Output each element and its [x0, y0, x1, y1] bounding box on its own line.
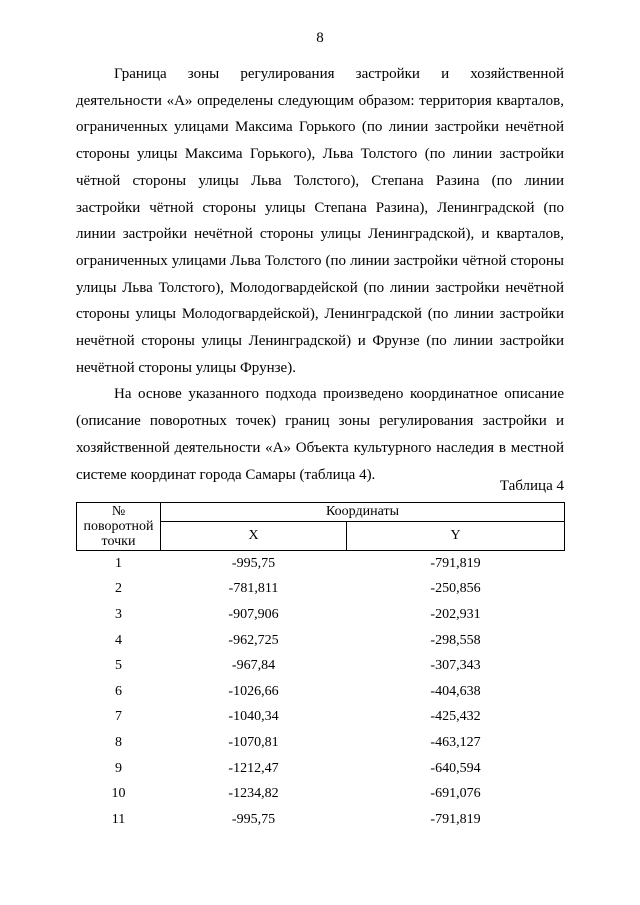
- cell-y: -307,343: [430, 658, 481, 674]
- column-header-point-number: № поворотной точки: [77, 503, 161, 551]
- cell-y: -425,432: [430, 709, 481, 725]
- table-row: [77, 628, 565, 654]
- cell-y: -404,638: [430, 683, 481, 699]
- cell-point-number: 6: [115, 683, 122, 699]
- cell-point-number: 3: [115, 606, 122, 622]
- body-text: [76, 61, 564, 488]
- cell-point-number: 9: [115, 760, 122, 776]
- cell-y: -640,594: [430, 760, 481, 776]
- cell-x: -1026,66: [228, 683, 279, 699]
- table-row: [77, 756, 565, 782]
- cell-y: -691,076: [430, 786, 481, 802]
- cell-x: -1234,82: [228, 786, 279, 802]
- table-row: [77, 807, 565, 833]
- table-caption: Таблица 4: [499, 478, 564, 494]
- table-row: [77, 577, 565, 603]
- page-number: 8: [316, 30, 324, 46]
- cell-y: -463,127: [430, 734, 481, 750]
- column-header-y: Y: [347, 522, 565, 551]
- table-row: [77, 602, 565, 628]
- cell-point-number: 8: [115, 734, 122, 750]
- coordinates-table: [76, 502, 565, 833]
- cell-x: -1040,34: [228, 709, 279, 725]
- cell-x: -1212,47: [228, 760, 279, 776]
- table-row: [77, 679, 565, 705]
- cell-x: -995,75: [231, 811, 276, 827]
- cell-y: -298,558: [430, 632, 481, 648]
- cell-point-number: 4: [115, 632, 122, 648]
- cell-x: -962,725: [228, 632, 279, 648]
- cell-x: -907,906: [228, 606, 279, 622]
- paragraph-coordinate-description: На основе указанного подхода произведено координатное описание (описание поворотных точек) границ зоны регулирования застройки и хозяйственной деятельности «А» Объекта культурного наследия в местной системе координат города Самары (таблица 4).: [76, 386, 564, 483]
- table-body: [77, 551, 565, 833]
- cell-y: -791,819: [430, 555, 481, 571]
- cell-y: -250,856: [430, 581, 481, 597]
- cell-point-number: 5: [115, 658, 122, 674]
- cell-x: -967,84: [231, 658, 276, 674]
- cell-y: -791,819: [430, 811, 481, 827]
- cell-x: -1070,81: [228, 734, 279, 750]
- table-row: [77, 653, 565, 679]
- table-row: [77, 730, 565, 756]
- cell-point-number: 11: [111, 811, 126, 827]
- cell-point-number: 7: [115, 709, 122, 725]
- column-header-coordinates: Координаты: [161, 503, 565, 522]
- cell-y: -202,931: [430, 606, 481, 622]
- cell-point-number: 10: [111, 786, 126, 802]
- paragraph-boundary-description: Граница зоны регулирования застройки и хозяйственной деятельности «А» определены следующим образом: территория кварталов, ограниченных улицами Максима Горького (по линии застройки нечётной стороны улицы Максима Горького), Льва Толстого (по линии застройки чётной стороны улицы Льва Толстого), Степана Разина (по линии застройки чётной стороны улицы Степана Разина), Ленинградской (по линии застройки нечётной стороны улицы Ленинградской), и кварталов, ограниченных улицами Льва Толстого (по линии застройки чётной стороны улицы Льва Толстого), Молодогвардейской (по линии застройки нечётной стороны улицы Молодогвардейской), Ленинградской (по линии застройки нечётной стороны улицы Ленинградской) и Фрунзе (по линии застройки нечётной стороны улицы Фрунзе).: [76, 66, 564, 376]
- cell-x: -781,811: [228, 581, 279, 597]
- column-header-x: X: [161, 522, 347, 551]
- cell-point-number: 2: [115, 581, 122, 597]
- table-row: [77, 705, 565, 731]
- table-row: [77, 551, 565, 577]
- cell-point-number: 1: [115, 555, 122, 571]
- table-row: [77, 781, 565, 807]
- cell-x: -995,75: [231, 555, 276, 571]
